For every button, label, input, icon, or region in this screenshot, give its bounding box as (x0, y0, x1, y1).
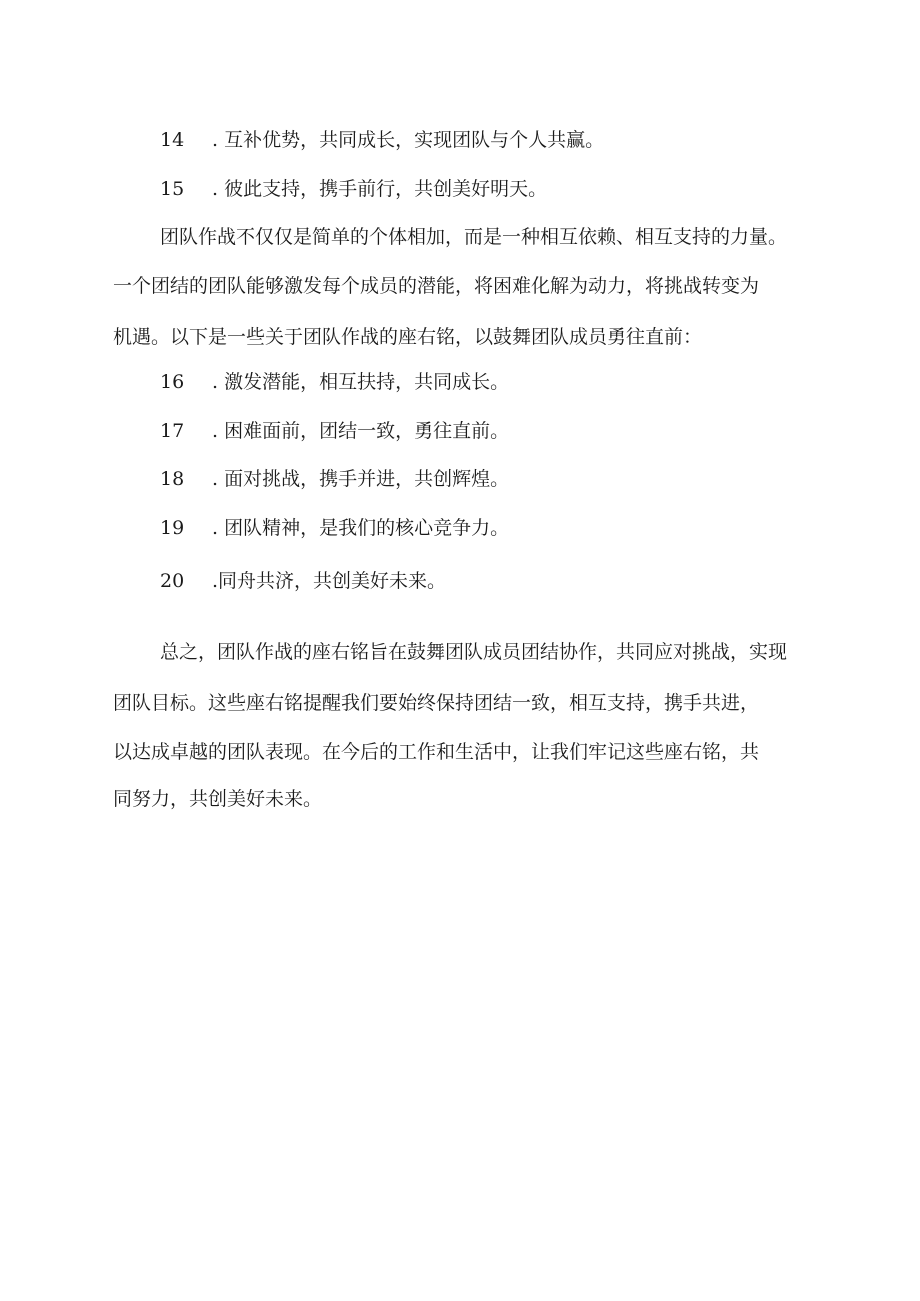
list-item (160, 466, 509, 492)
list-item-text: . 彼此支持，携手前行，共创美好明天。 (212, 178, 548, 200)
list-item-text: . 团队精神，是我们的核心竞争力。 (212, 517, 510, 539)
list-item-text: . 互补优势，共同成长，实现团队与个人共赢。 (212, 129, 605, 151)
paragraph-line: 一个团结的团队能够激发每个成员的潜能，将困难化解为动力，将挑战转变为 (113, 275, 760, 297)
list-item-number: 19 (160, 517, 185, 539)
list-item-number: 15 (160, 178, 185, 200)
paragraph-line: 同努力，共创美好未来。 (113, 788, 323, 810)
list-item-text: .同舟共济，共创美好未来。 (212, 570, 447, 592)
paragraph-line: 总之，团队作战的座右铭旨在鼓舞团队成员团结协作，共同应对挑战，实现 (160, 641, 788, 663)
list-item-number: 14 (160, 129, 185, 151)
list-item-number: 16 (160, 371, 185, 393)
list-item-number: 18 (160, 468, 185, 490)
paragraph-line: 以达成卓越的团队表现。在今后的工作和生活中，让我们牢记这些座右铭，共 (113, 741, 760, 763)
list-item-text: . 面对挑战，携手并进，共创辉煌。 (212, 468, 510, 490)
list-item (160, 176, 547, 202)
list-item (160, 568, 446, 594)
list-item (160, 418, 509, 444)
list-item-text: . 激发潜能，相互扶持，共同成长。 (212, 371, 510, 393)
list-item (160, 127, 604, 153)
list-item-text: . 困难面前，团结一致，勇往直前。 (212, 420, 510, 442)
list-item (160, 515, 509, 541)
paragraph-line: 机遇。以下是一些关于团队作战的座右铭，以鼓舞团队成员勇往直前： (113, 326, 703, 348)
list-item-number: 20 (160, 570, 185, 592)
paragraph-line: 团队作战不仅仅是简单的个体相加，而是一种相互依赖、相互支持的力量。 (160, 226, 788, 248)
list-item (160, 369, 509, 395)
paragraph-line: 团队目标。这些座右铭提醒我们要始终保持团结一致，相互支持，携手共进， (113, 692, 760, 714)
list-item-number: 17 (160, 420, 185, 442)
